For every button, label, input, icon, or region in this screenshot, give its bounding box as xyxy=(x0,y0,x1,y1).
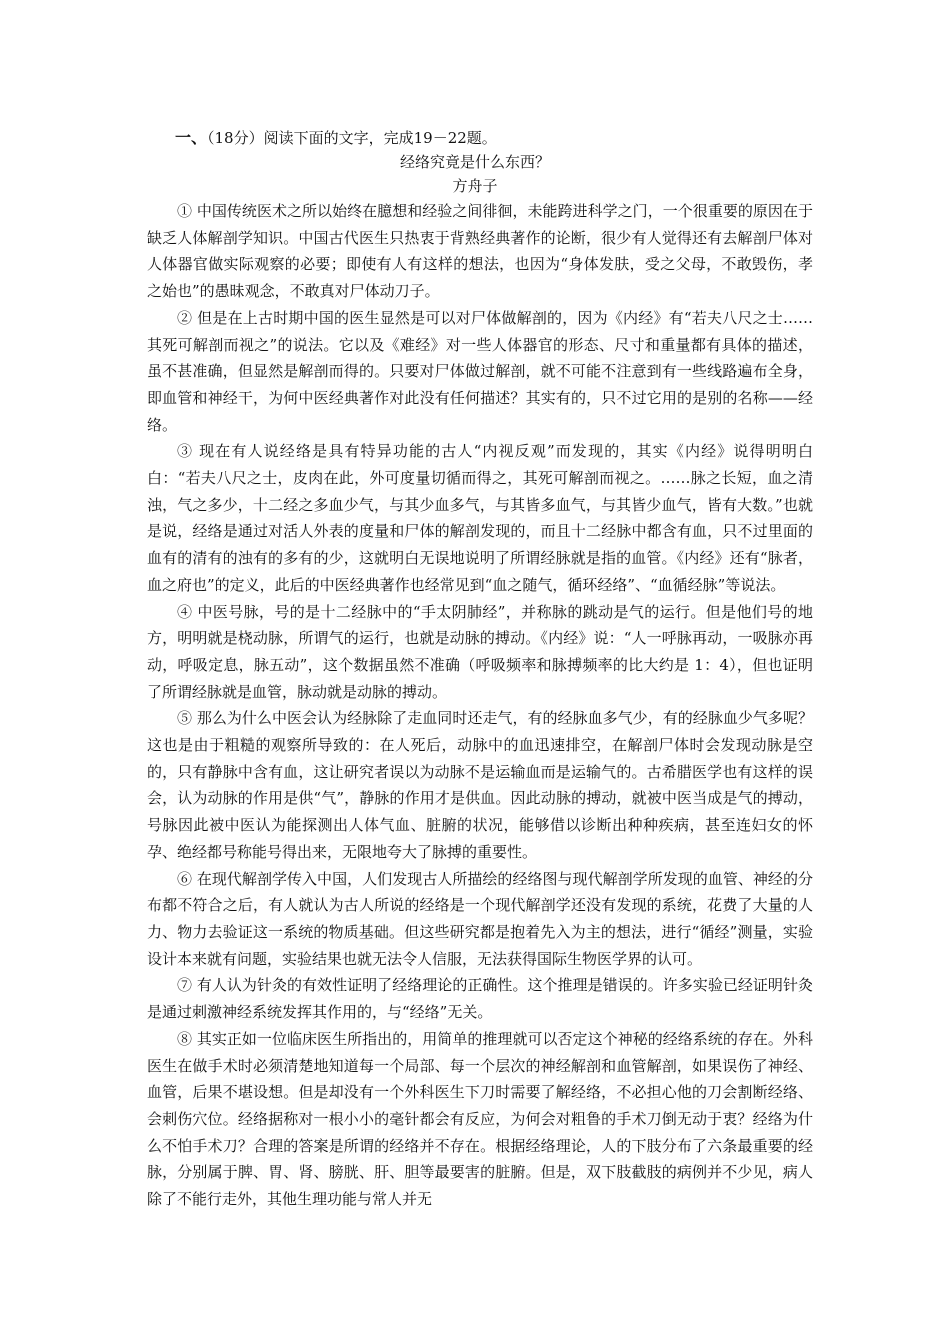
question-instruction: （18分）阅读下面的文字，完成19－22题。 xyxy=(207,129,497,147)
paragraph-4: ④ 中医号脉，号的是十二经脉中的“手太阴肺经”，并称脉的跳动是气的运行。但是他们号的地方，明明就是桡动脉，所谓气的运行，也就是动脉的搏动。《内经》说：“人一呼脉再动，一吸脉亦再动，呼吸定息，脉五动”，这个数据虽然不准确（呼吸频率和脉搏频率的比大约是 1：4），但也证明了所谓经脉就是血管，脉动就是动脉的搏动。 xyxy=(147,602,813,701)
paragraph-2: ② 但是在上古时期中国的医生显然是可以对尸体做解剖的，因为《内经》有“若夫八尺之士……其死可解剖而视之”的说法。它以及《难经》对一些人体器官的形态、尺寸和重量都有具体的描述，虽不甚准确，但显然是解剖而得的。只要对尸体做过解剖，就不可能不注意到有一些线路遍布全身，即血管和神经干，为何中医经典著作对此没有任何描述？其实有的，只不过它用的是别的名称——经络。 xyxy=(147,308,813,434)
article-body xyxy=(147,198,813,1213)
paragraph-3: ③ 现在有人说经络是具有特异功能的古人“内视反观”而发现的，其实《内经》说得明明白白：“若夫八尺之士，皮肉在此，外可度量切循而得之，其死可解剖而视之。……脉之长短，血之清浊，气之多少，十二经之多血少气，与其少血多气，与其皆多血气，与其皆少血气，皆有大数。”也就是说，经络是通过对活人外表的度量和尸体的解剖发现的，而且十二经脉中都含有血，只不过里面的血有的清有的浊有的多有的少，这就明白无误地说明了所谓经脉就是指的血管。《内经》还有“脉者，血之府也”的定义，此后的中医经典著作也经常见到“血之随气，循环经络”、“血循经脉”等说法。 xyxy=(147,442,813,594)
question-header xyxy=(175,127,875,149)
article-title: 经络究竟是什么东西？ xyxy=(399,153,550,171)
paragraph-8: ⑧ 其实正如一位临床医生所指出的，用简单的推理就可以否定这个神秘的经络系统的存在。外科医生在做手术时必须清楚地知道每一个局部、每一个层次的神经解剖和血管解剖，如果误伤了神经、血管，后果不堪设想。但是却没有一个外科医生下刀时需要了解经络，不必担心他的刀会割断经络、会刺伤穴位。经络据称对一根小小的毫针都会有反应，为何会对粗鲁的手术刀倒无动于衷？经络为什么不怕手术刀？合理的答案是所谓的经络并不存在。根据经络理论，人的下肢分布了六条最重要的经脉，分别属于脾、胃、肾、膀胱、肝、胆等最要害的脏腑。但是，双下肢截肢的病例并不少见，病人除了不能行走外，其他生理功能与常人并无 xyxy=(147,1029,813,1209)
paragraph-1: ① 中国传统医术之所以始终在臆想和经验之间徘徊，未能跨进科学之门，一个很重要的原因在于缺乏人体解剖学知识。中国古代医生只热衷于背熟经典著作的论断，很少有人觉得还有去解剖尸体对人体器官做实际观察的必要；即使有人有这样的想法，也因为“身体发肤，受之父母，不敢毁伤，孝之始也”的愚昧观念，不敢真对尸体动刀子。 xyxy=(147,202,813,301)
paragraph-7: ⑦ 有人认为针灸的有效性证明了经络理论的正确性。这个推理是错误的。许多实验已经证明针灸是通过刺激神经系统发挥其作用的，与“经络”无关。 xyxy=(147,976,813,1022)
article-author: 方舟子 xyxy=(452,177,498,195)
paragraph-6: ⑥ 在现代解剖学传入中国，人们发现古人所描绘的经络图与现代解剖学所发现的血管、神经的分布都不符合之后，有人就认为古人所说的经络是一个现代解剖学还没有发现的系统，花费了大量的人力、物力去验证这一系统的物质基础。但这些研究都是抱着先入为主的想法，进行“循经”测量，实验设计本来就有问题，实验结果也就无法令人信服，无法获得国际生物医学界的认可。 xyxy=(147,869,813,968)
section-number: 一、 xyxy=(175,128,208,147)
paragraph-5: ⑤ 那么为什么中医会认为经脉除了走血同时还走气，有的经脉血多气少，有的经脉血少气多呢？这也是由于粗糙的观察所导致的：在人死后，动脉中的血迅速排空，在解剖尸体时会发现动脉是空的，只有静脉中含有血，这让研究者误以为动脉不是运输血而是运输气的。古希腊医学也有这样的误会，认为动脉的作用是供“气”，静脉的作用才是供血。因此动脉的搏动，就被中医当成是气的搏动，号脉因此被中医认为能探测出人体气血、脏腑的状况，能够借以诊断出种种疾病，甚至连妇女的怀孕、绝经都号称能号得出来，无限地夸大了脉搏的重要性。 xyxy=(147,709,813,861)
